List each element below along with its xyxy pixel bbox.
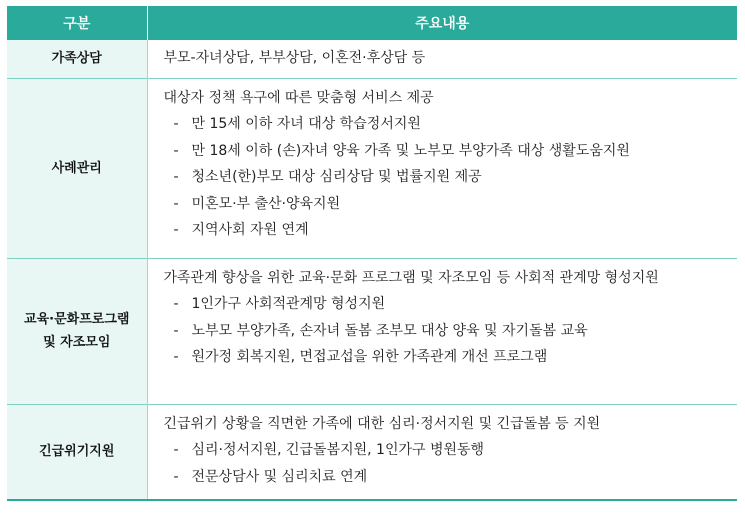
list-item <box>164 217 728 244</box>
bullet-dash: - <box>173 349 179 365</box>
list-item <box>164 344 728 371</box>
table-header-row <box>7 6 737 40</box>
category-line: 및 자조모임 <box>43 335 111 350</box>
list-item <box>164 437 728 464</box>
bullet-dash: - <box>173 468 179 485</box>
category-cell: 긴급위기지원 <box>7 404 147 500</box>
list-item-text: 1인가구 사회적관계망 형성지원 <box>191 296 386 312</box>
list-item-text: 노부모 부양가족, 손자녀 돌봄 조부모 대상 양육 및 자기돌봄 교육 <box>191 322 588 339</box>
category-cell <box>7 258 147 404</box>
bullet-dash: - <box>173 442 179 458</box>
list-item <box>164 111 728 138</box>
list-item <box>164 318 728 345</box>
list-item <box>164 138 728 165</box>
list-item-text: 만 18세 이하 (손)자녀 양육 가족 및 노부모 부양가족 대상 생활도움지원 <box>191 142 630 159</box>
content-cell <box>147 404 737 500</box>
list-item <box>164 464 728 491</box>
category-cell: 사례관리 <box>7 78 147 258</box>
content-lead: 대상자 정책 욕구에 따른 맞춤형 서비스 제공 <box>163 89 434 106</box>
table-row <box>7 78 737 258</box>
list-item-text: 원가정 회복지원, 면접교섭을 위한 가족관계 개선 프로그램 <box>191 349 548 365</box>
list-item <box>164 291 728 318</box>
content-cell <box>147 78 737 258</box>
list-item <box>164 191 728 218</box>
bullet-dash: - <box>173 195 179 212</box>
table-row <box>7 258 737 404</box>
services-table <box>7 6 737 501</box>
content-lead: 가족관계 향상을 위한 교육·문화 프로그램 및 자조모임 등 사회적 관계망 형성지원 <box>163 269 659 286</box>
table-row <box>7 40 737 78</box>
list-item-text: 만 15세 이하 자녀 대상 학습정서지원 <box>191 116 421 132</box>
bullet-dash: - <box>173 222 179 238</box>
bullet-dash: - <box>173 296 179 312</box>
content-cell <box>147 258 737 404</box>
list-item <box>164 164 728 191</box>
header-content: 주요내용 <box>147 6 737 40</box>
list-item-text: 청소년(한)부모 대상 심리상담 및 법률지원 제공 <box>191 169 482 185</box>
list-item-text: 미혼모·부 출산·양육지원 <box>191 195 341 212</box>
bullet-dash: - <box>173 142 179 159</box>
list-item-text: 지역사회 자원 연계 <box>191 222 309 238</box>
content-lead: 부모-자녀상담, 부부상담, 이혼전·후상담 등 <box>163 50 426 66</box>
bullet-dash: - <box>173 116 179 132</box>
list-item-text: 심리·정서지원, 긴급돌봄지원, 1인가구 병원동행 <box>191 442 485 458</box>
category-cell: 가족상담 <box>7 40 147 78</box>
list-item-text: 전문상담사 및 심리치료 연계 <box>191 468 368 485</box>
content-lead: 긴급위기 상황을 직면한 가족에 대한 심리·정서지원 및 긴급돌봄 등 지원 <box>163 415 601 432</box>
content-cell <box>147 40 737 78</box>
table-row <box>7 404 737 500</box>
bullet-dash: - <box>173 322 179 339</box>
bullet-dash: - <box>173 169 179 185</box>
category-line: 교육·문화프로그램 <box>24 312 130 327</box>
header-category: 구분 <box>7 6 147 40</box>
